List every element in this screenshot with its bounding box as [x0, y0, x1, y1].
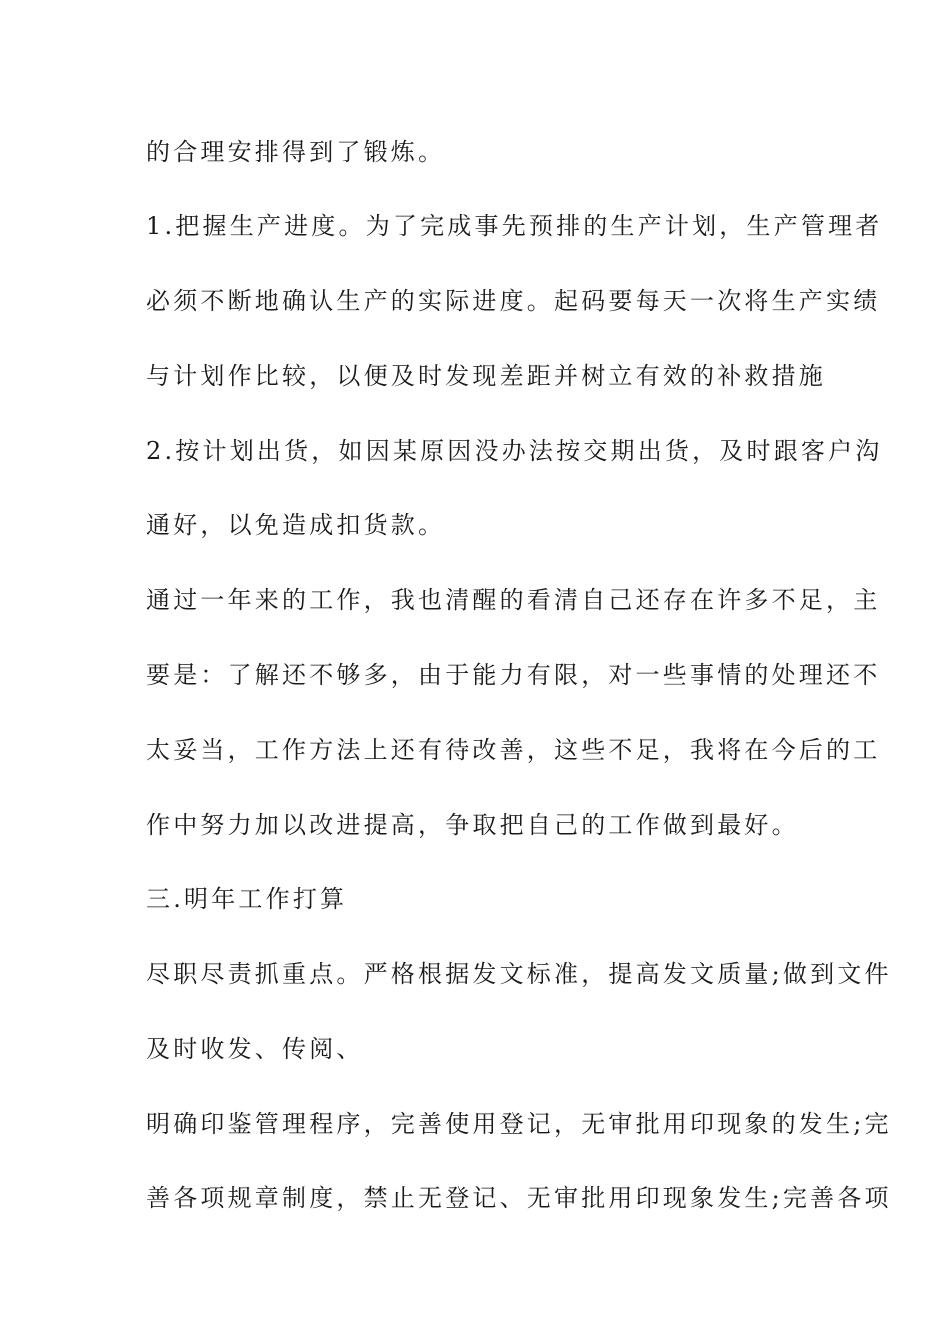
- text-line: 1.把握生产进度。为了完成事先预排的生产计划，生产管理者: [146, 212, 883, 240]
- text-line: 通过一年来的工作，我也清醒的看清自己还存在许多不足，主: [146, 586, 881, 614]
- text-line: 及时收发、传阅、: [146, 1035, 364, 1063]
- text-line: 与计划作比较，以便及时发现差距并树立有效的补救措施: [146, 362, 826, 390]
- text-line: 要是：了解还不够多，由于能力有限，对一些事情的处理还不: [146, 661, 881, 689]
- text-line: 作中努力加以改进提高，争取把自己的工作做到最好。: [146, 811, 799, 839]
- text-line: 通好，以免造成扣货款。: [146, 511, 446, 539]
- section-heading: 三.明年工作打算: [146, 885, 348, 913]
- text-line: 太妥当，工作方法上还有待改善，这些不足，我将在今后的工: [146, 736, 881, 764]
- text-line: 明确印鉴管理程序，完善使用登记，无审批用印现象的发生;完: [146, 1110, 892, 1138]
- text-line: 的合理安排得到了锻炼。: [146, 138, 446, 166]
- text-line: 必须不断地确认生产的实际进度。起码要每天一次将生产实绩: [146, 287, 881, 315]
- text-line: 尽职尽责抓重点。严格根据发文标准，提高发文质量;做到文件: [146, 960, 892, 988]
- text-line: 2.按计划出货，如因某原因没办法按交期出货，及时跟客户沟: [146, 437, 883, 465]
- text-line: 善各项规章制度，禁止无登记、无审批用印现象发生;完善各项: [146, 1184, 892, 1212]
